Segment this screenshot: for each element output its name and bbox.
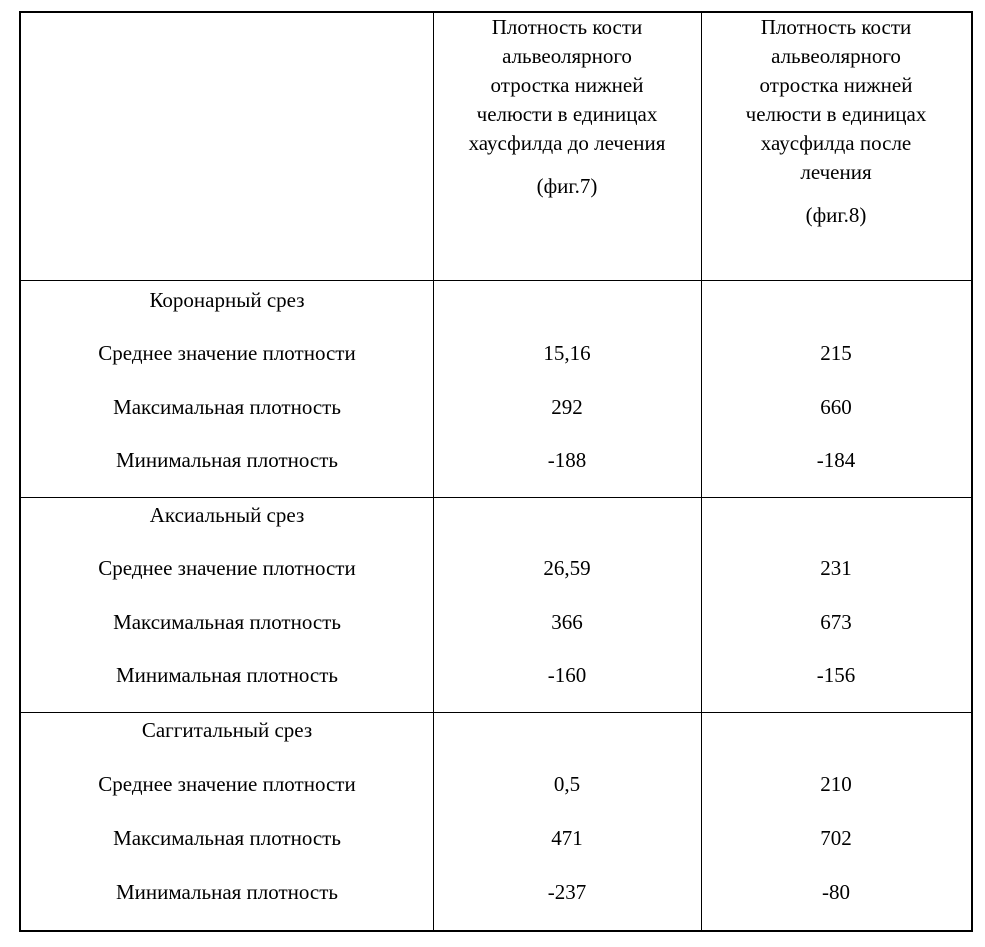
value-before: 0,5 bbox=[553, 772, 581, 796]
value-before: -188 bbox=[547, 448, 587, 472]
value-after: -156 bbox=[816, 663, 856, 687]
header-after-line-2: альвеолярного bbox=[771, 44, 901, 68]
value-after: -80 bbox=[822, 880, 850, 904]
value-before: 26,59 bbox=[543, 556, 591, 580]
value-after: 660 bbox=[820, 395, 852, 419]
section-title-axial: Аксиальный срез bbox=[149, 503, 305, 527]
row-divider-header bbox=[21, 280, 971, 281]
row-label: Минимальная плотность bbox=[115, 663, 339, 687]
value-before: -237 bbox=[547, 880, 587, 904]
header-after-line-6: лечения bbox=[800, 160, 872, 184]
value-after: -184 bbox=[816, 448, 856, 472]
header-after-line-3: отростка нижней bbox=[759, 73, 913, 97]
value-after: 215 bbox=[820, 341, 852, 365]
value-after: 231 bbox=[820, 556, 852, 580]
row-label: Среднее значение плотности bbox=[98, 341, 356, 365]
row-divider-section-2 bbox=[21, 712, 971, 713]
header-after-treatment bbox=[701, 13, 971, 230]
value-after: 673 bbox=[820, 610, 852, 634]
header-after-figure-ref: (фиг.8) bbox=[805, 203, 867, 227]
row-label: Минимальная плотность bbox=[115, 880, 339, 904]
section-title-sagittal: Саггитальный срез bbox=[141, 718, 313, 742]
value-before: -160 bbox=[547, 663, 587, 687]
value-before: 471 bbox=[551, 826, 583, 850]
value-after: 210 bbox=[820, 772, 852, 796]
row-divider-section-1 bbox=[21, 497, 971, 498]
header-before-line-5: хаусфилда до лечения bbox=[468, 131, 666, 155]
row-label: Максимальная плотность bbox=[113, 395, 341, 419]
value-before: 292 bbox=[551, 395, 583, 419]
header-before-figure-ref: (фиг.7) bbox=[536, 174, 598, 198]
row-label: Максимальная плотность bbox=[113, 610, 341, 634]
value-before: 366 bbox=[551, 610, 583, 634]
header-after-line-1: Плотность кости bbox=[760, 15, 912, 39]
density-table bbox=[19, 11, 973, 932]
header-after-line-5: хаусфилда после bbox=[760, 131, 912, 155]
header-before-line-2: альвеолярного bbox=[502, 44, 632, 68]
header-before-treatment bbox=[433, 13, 701, 201]
value-after: 702 bbox=[820, 826, 852, 850]
row-label: Среднее значение плотности bbox=[98, 556, 356, 580]
header-before-line-1: Плотность кости bbox=[491, 15, 643, 39]
value-before: 15,16 bbox=[543, 341, 591, 365]
section-title-coronal: Коронарный срез bbox=[149, 288, 305, 312]
header-after-line-4: челюсти в единицах bbox=[745, 102, 927, 126]
row-label: Минимальная плотность bbox=[115, 448, 339, 472]
row-label: Максимальная плотность bbox=[113, 826, 341, 850]
row-label: Среднее значение плотности bbox=[98, 772, 356, 796]
header-before-line-3: отростка нижней bbox=[490, 73, 644, 97]
header-before-line-4: челюсти в единицах bbox=[476, 102, 658, 126]
